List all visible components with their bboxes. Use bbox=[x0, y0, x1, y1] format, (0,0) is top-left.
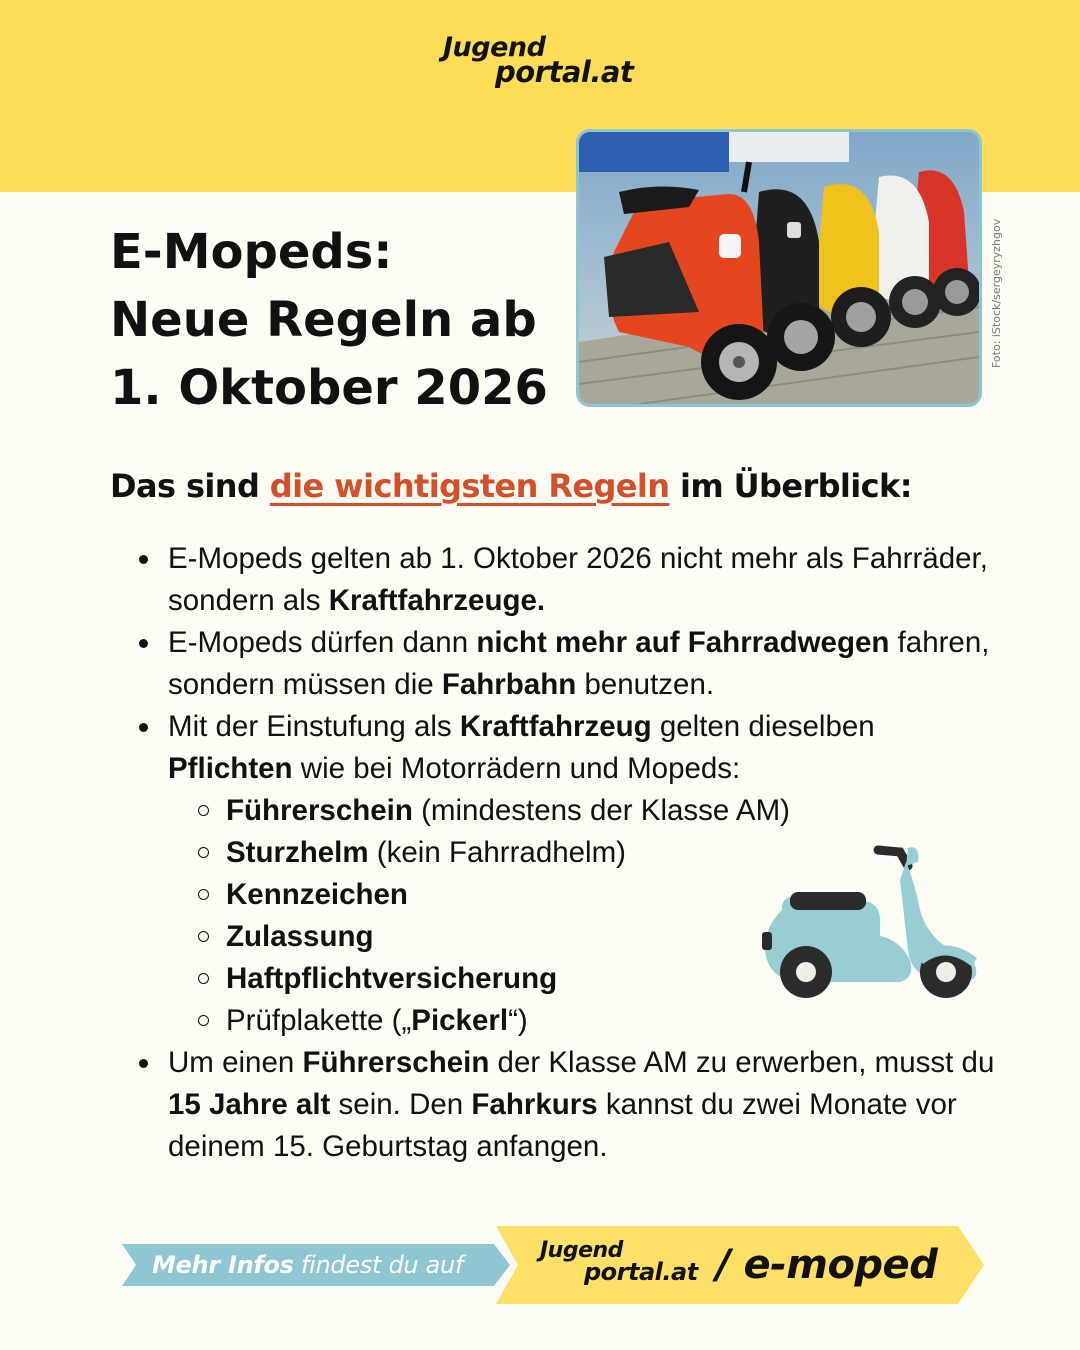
rule-highlight: Pflichten bbox=[168, 752, 293, 785]
more-info-rest: findest du auf bbox=[293, 1251, 464, 1279]
logo-line2: portal.at bbox=[495, 55, 634, 89]
logo-line1: Jugend bbox=[443, 32, 546, 63]
more-info-banner bbox=[122, 1244, 510, 1286]
title-line3: 1. Oktober 2026 bbox=[110, 360, 548, 416]
rule-highlight: Kraftfahrzeuge. bbox=[328, 584, 546, 617]
obligation-highlight: Haftpflichtversicherung bbox=[226, 962, 558, 995]
obligation-highlight: Führerschein bbox=[226, 794, 413, 827]
rule-text: benutzen. bbox=[576, 668, 715, 701]
rule-text: E-Mopeds gelten ab 1. Oktober 2026 nicht mehr als Fahrräder, sondern als bbox=[168, 542, 988, 617]
rule-highlight: Führerschein bbox=[302, 1046, 490, 1079]
subtitle-before: Das sind bbox=[110, 467, 270, 505]
subtitle-after: im Überblick: bbox=[669, 467, 912, 505]
rule-text: fahren, sondern müssen die bbox=[168, 626, 990, 701]
more-info-bold: Mehr Infos bbox=[152, 1251, 294, 1279]
footer-logo bbox=[540, 1240, 710, 1294]
rule-text: der Klasse AM zu erwerben, musst du bbox=[489, 1046, 995, 1079]
title-line1: E-Mopeds: bbox=[110, 224, 393, 280]
scooter-icon bbox=[760, 840, 982, 1005]
obligation-text: (kein Fahrradhelm) bbox=[368, 836, 626, 869]
footer-logo-line1: Jugend bbox=[540, 1238, 623, 1263]
section-subtitle bbox=[110, 462, 1010, 510]
obligation-license bbox=[168, 790, 996, 832]
rule-highlight: 15 Jahre alt bbox=[168, 1088, 331, 1121]
footer-logo-line2: portal.at bbox=[584, 1258, 698, 1286]
obligation-highlight: Zulassung bbox=[226, 920, 374, 953]
obligation-text: Prüfplakette („ bbox=[226, 1004, 412, 1037]
rule-item-road-use bbox=[136, 622, 996, 706]
jugendportal-logo[interactable] bbox=[443, 34, 643, 98]
page-title bbox=[110, 218, 560, 422]
obligation-highlight: Kennzeichen bbox=[226, 878, 408, 911]
obligation-highlight: Sturzhelm bbox=[226, 836, 369, 869]
rule-text: kannst du zwei Monate vor deinem 15. Geburtstag anfangen. bbox=[168, 1088, 957, 1163]
obligation-text: “) bbox=[508, 1004, 528, 1037]
url-banner[interactable] bbox=[496, 1226, 984, 1304]
rule-highlight: Fahrkurs bbox=[471, 1088, 598, 1121]
rule-text: E-Mopeds dürfen dann bbox=[168, 626, 477, 659]
obligation-text: (mindestens der Klasse AM) bbox=[412, 794, 790, 827]
rule-highlight: Kraftfahrzeug bbox=[459, 710, 652, 743]
rule-item-age bbox=[136, 1042, 996, 1168]
rule-text: gelten dieselben bbox=[651, 710, 875, 743]
rule-text: Mit der Einstufung als bbox=[168, 710, 460, 743]
rule-highlight: Fahrbahn bbox=[441, 668, 577, 701]
obligation-highlight: Pickerl bbox=[411, 1004, 509, 1037]
title-line2: Neue Regeln ab bbox=[110, 292, 537, 348]
more-info-text bbox=[152, 1244, 463, 1286]
rule-text: Um einen bbox=[168, 1046, 303, 1079]
photo-credit: Foto: iStock/sergeyryzhgov bbox=[990, 218, 1003, 368]
rules-link[interactable]: die wichtigsten Regeln bbox=[269, 467, 670, 505]
scooters-photo bbox=[576, 129, 982, 407]
rule-text: wie bei Motorrädern und Mopeds: bbox=[292, 752, 741, 785]
rule-item-classification bbox=[136, 538, 996, 622]
obligation-inspection-sticker bbox=[168, 1000, 996, 1042]
rule-highlight: nicht mehr auf Fahrradwegen bbox=[476, 626, 890, 659]
url-path: / e-moped bbox=[716, 1242, 938, 1288]
rule-text: sein. Den bbox=[330, 1088, 472, 1121]
